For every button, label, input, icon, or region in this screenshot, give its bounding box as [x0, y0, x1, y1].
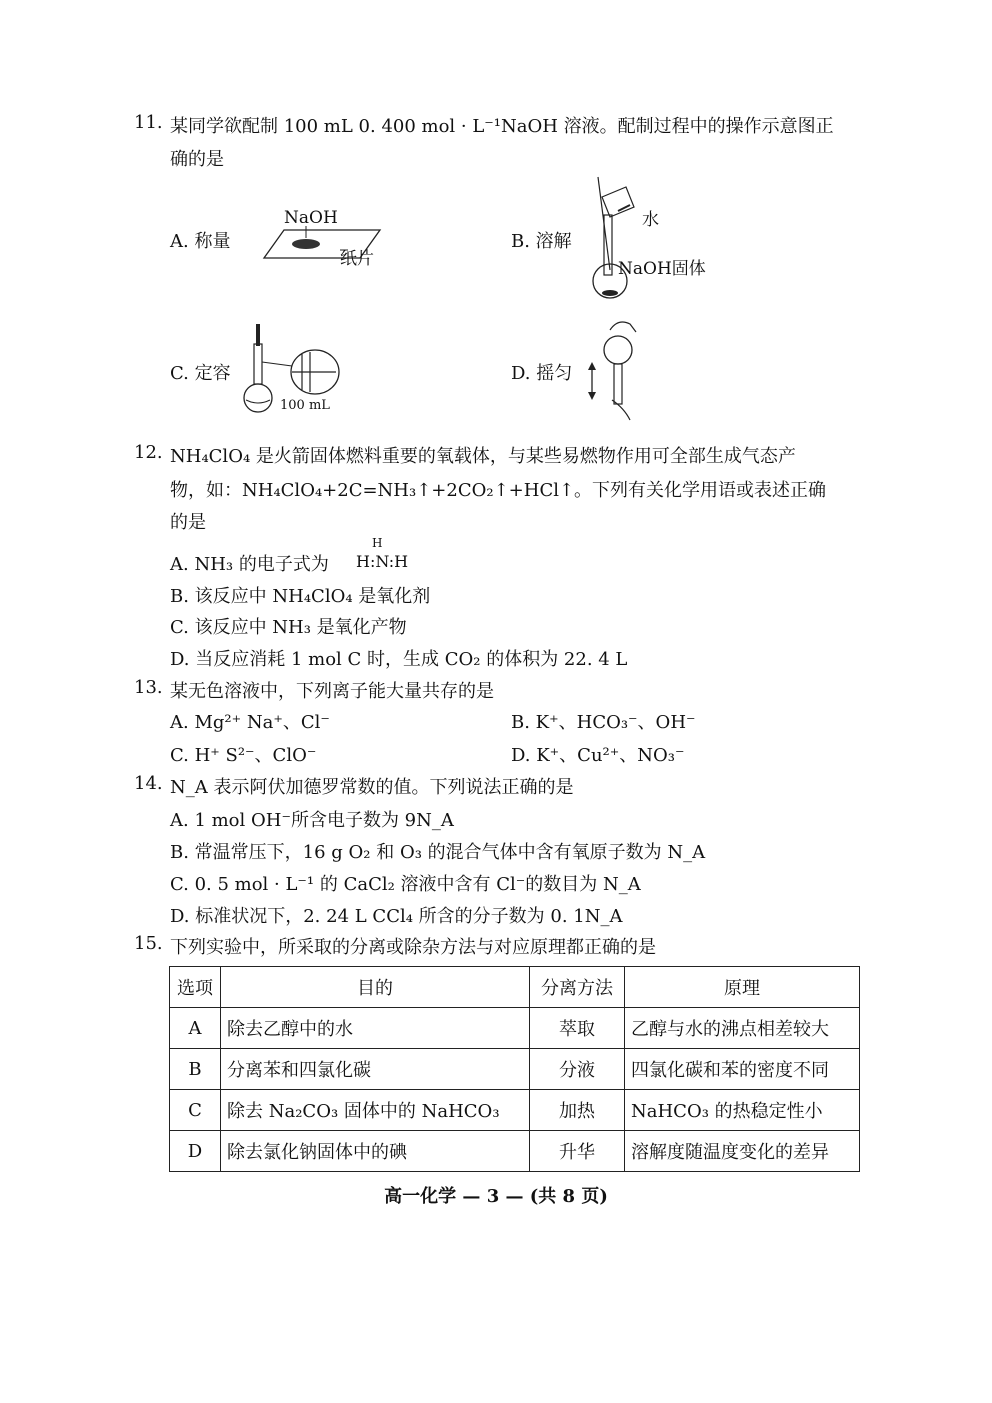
table-cell: 升华 — [530, 1131, 625, 1172]
q12-stem-line1: NH₄ClO₄ 是火箭固体燃料重要的氧载体，与某些易燃物作用可全部生成气态产 — [170, 446, 796, 467]
q12-option-a: A. NH₃ 的电子式为 — [170, 554, 329, 575]
q12-electron-h-top: H — [372, 536, 383, 550]
q12-electron-formula: H:N:H — [356, 552, 409, 571]
q11-option-b: B. 溶解 — [511, 231, 572, 252]
q14-stem: N_A 表示阿伏加德罗常数的值。下列说法正确的是 — [170, 777, 574, 798]
q12-option-b: B. 该反应中 NH₄ClO₄ 是氧化剂 — [170, 586, 431, 607]
figure-shaking — [584, 310, 644, 425]
table-header-row — [170, 967, 860, 1008]
q15-table — [169, 966, 860, 1172]
fig-a-paper-label: 纸片 — [340, 249, 374, 269]
table-cell: 萃取 — [530, 1008, 625, 1049]
q11-stem-line2: 确的是 — [170, 149, 224, 170]
table-cell: 乙醇与水的沸点相差较大 — [625, 1008, 860, 1049]
table-row — [170, 1090, 860, 1131]
q14-number: 14. — [134, 773, 163, 794]
table-header-cell: 选项 — [170, 967, 221, 1008]
q13-stem: 某无色溶液中，下列离子能大量共存的是 — [170, 681, 494, 702]
table-cell: 除去 Na₂CO₃ 固体中的 NaHCO₃ — [221, 1090, 530, 1131]
table-cell: B — [170, 1049, 221, 1090]
page-footer: 高一化学 — 3 — (共 8 页) — [384, 1186, 608, 1207]
q13-option-c: C. H⁺ S²⁻、ClO⁻ — [170, 745, 317, 766]
table-cell: 分液 — [530, 1049, 625, 1090]
q13-option-b: B. K⁺、HCO₃⁻、OH⁻ — [511, 712, 696, 733]
table-cell: A — [170, 1008, 221, 1049]
q12-number: 12. — [134, 442, 163, 463]
table-cell: 分离苯和四氯化碳 — [221, 1049, 530, 1090]
table-cell: C — [170, 1090, 221, 1131]
q13-option-d: D. K⁺、Cu²⁺、NO₃⁻ — [511, 745, 685, 766]
fig-a-naoh-label: NaOH — [284, 208, 338, 228]
fig-b-water-label: 水 — [642, 210, 659, 230]
fig-b-solid-label: NaOH固体 — [618, 259, 706, 279]
table-cell: NaHCO₃ 的热稳定性小 — [625, 1090, 860, 1131]
table-header-cell: 目的 — [221, 967, 530, 1008]
table-cell: 四氯化碳和苯的密度不同 — [625, 1049, 860, 1090]
table-row — [170, 1049, 860, 1090]
q11-stem-line1: 某同学欲配制 100 mL 0. 400 mol · L⁻¹NaOH 溶液。配制过程中的操作示意图正 — [170, 116, 834, 137]
q11-option-a: A. 称量 — [170, 231, 231, 252]
table-cell: 溶解度随温度变化的差异 — [625, 1131, 860, 1172]
q13-number: 13. — [134, 677, 163, 698]
q15-number: 15. — [134, 933, 163, 954]
q12-option-d: D. 当反应消耗 1 mol C 时，生成 CO₂ 的体积为 22. 4 L — [170, 649, 628, 670]
q12-stem-line3: 的是 — [170, 512, 206, 533]
q14-option-b: B. 常温常压下，16 g O₂ 和 O₃ 的混合气体中含有氧原子数为 N_A — [170, 842, 706, 863]
table-cell: 加热 — [530, 1090, 625, 1131]
table-header-cell: 分离方法 — [530, 967, 625, 1008]
table-row — [170, 1008, 860, 1049]
q12-stem-line2: 物，如：NH₄ClO₄+2C=NH₃↑+2CO₂↑+HCl↑。下列有关化学用语或表述正确 — [170, 480, 827, 501]
q14-option-d: D. 标准状况下，2. 24 L CCl₄ 所含的分子数为 0. 1N_A — [170, 906, 623, 927]
q11-option-c: C. 定容 — [170, 363, 231, 384]
q15-stem: 下列实验中，所采取的分离或除杂方法与对应原理都正确的是 — [170, 937, 656, 958]
fig-c-volume-label: 100 mL — [280, 398, 330, 413]
table-row — [170, 1131, 860, 1172]
q12-option-c: C. 该反应中 NH₃ 是氧化产物 — [170, 617, 407, 638]
table-cell: 除去氯化钠固体中的碘 — [221, 1131, 530, 1172]
q14-option-c: C. 0. 5 mol · L⁻¹ 的 CaCl₂ 溶液中含有 Cl⁻的数目为 N_A — [170, 874, 641, 895]
q13-option-a: A. Mg²⁺ Na⁺、Cl⁻ — [170, 712, 330, 733]
table-header-cell: 原理 — [625, 967, 860, 1008]
table-cell: 除去乙醇中的水 — [221, 1008, 530, 1049]
q11-number: 11. — [134, 112, 163, 133]
q11-option-d: D. 摇匀 — [511, 363, 573, 384]
q14-option-a: A. 1 mol OH⁻所含电子数为 9N_A — [170, 810, 454, 831]
figure-dissolving — [580, 175, 650, 300]
table-cell: D — [170, 1131, 221, 1172]
